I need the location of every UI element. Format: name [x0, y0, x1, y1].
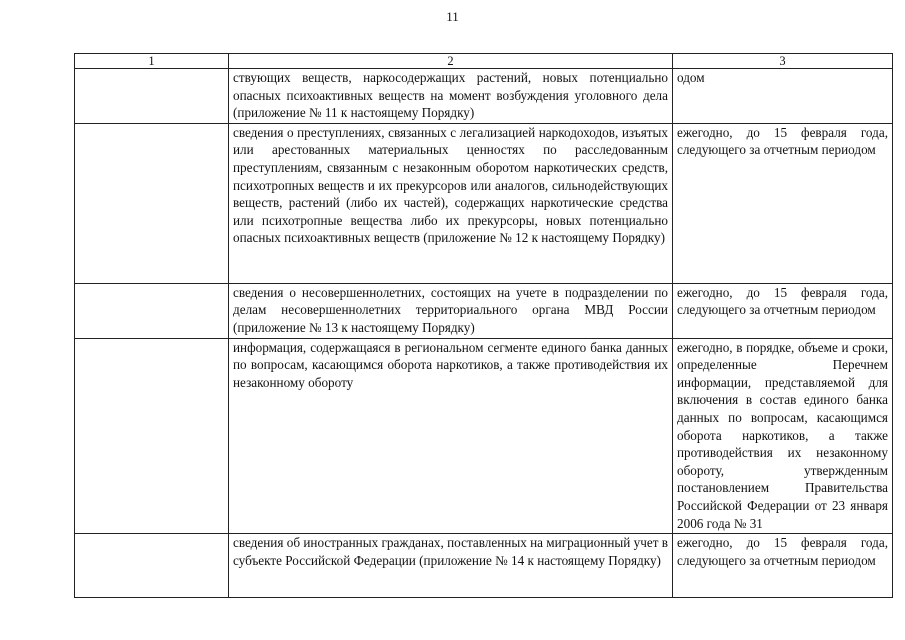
table-header-row: [75, 54, 893, 69]
table-cell-col3: ежегодно, до 15 февраля года, следующего за отчетным периодом: [673, 534, 893, 598]
table-cell-col3: ежегодно, в порядке, объеме и сроки, определенные Перечнем информации, представляемой для включения в состав единого банка данных по вопросам, касающимся оборота наркотиков, а также противодействия их незаконному обороту, утвержденным постановлением Правительства Российской Федерации от 23 января 2006 года № 31: [673, 338, 893, 534]
table-cell-col2: информация, содержащаяся в региональном сегменте единого банка данных по вопросам, касающимся оборота наркотиков, а также противодействия их незаконному обороту: [229, 338, 673, 534]
table-cell-col1: [75, 123, 229, 283]
table-cell-col2: сведения о преступлениях, связанных с легализацией наркодоходов, изъятых или арестованных материальных ценностях по расследованным преступлениям, связанным с незаконным оборотом наркотических средств, психотропных веществ и их прекурсоров или аналогов, сильнодействующих веществ, растений (либо их частей), содержащих наркотические средства или психотропные вещества либо их прекурсоры, новых потенциально опасных психоактивных веществ (приложение № 12 к настоящему Порядку): [229, 123, 673, 283]
table-cell-col2: ствующих веществ, наркосодержащих растений, новых потенциально опасных психоактивных веществ на момент возбуждения уголовного дела (приложение № 11 к настоящему Порядку): [229, 69, 673, 124]
table-row: [75, 338, 893, 534]
table-cell-col1: [75, 534, 229, 598]
table-cell-col1: [75, 283, 229, 338]
table-cell-col3: ежегодно, до 15 февраля года, следующего за отчетным периодом: [673, 283, 893, 338]
column-header-1: 1: [75, 54, 229, 69]
table-cell-col1: [75, 69, 229, 124]
table-cell-col3: одом: [673, 69, 893, 124]
column-header-3: 3: [673, 54, 893, 69]
table-cell-col3: ежегодно, до 15 февраля года, следующего за отчетным периодом: [673, 123, 893, 283]
page-number: 11: [446, 9, 459, 24]
column-header-2: 2: [229, 54, 673, 69]
table-row: [75, 534, 893, 598]
document-table: [74, 53, 893, 598]
table-row: [75, 123, 893, 283]
table-cell-col2: сведения о несовершеннолетних, состоящих на учете в подразделении по делам несовершеннолетних территориального органа МВД России (приложение № 13 к настоящему Порядку): [229, 283, 673, 338]
table-row: [75, 69, 893, 124]
table-cell-col2: сведения об иностранных гражданах, поставленных на миграционный учет в субъекте Российской Федерации (приложение № 14 к настоящему Порядку): [229, 534, 673, 598]
table-row: [75, 283, 893, 338]
table-cell-col1: [75, 338, 229, 534]
